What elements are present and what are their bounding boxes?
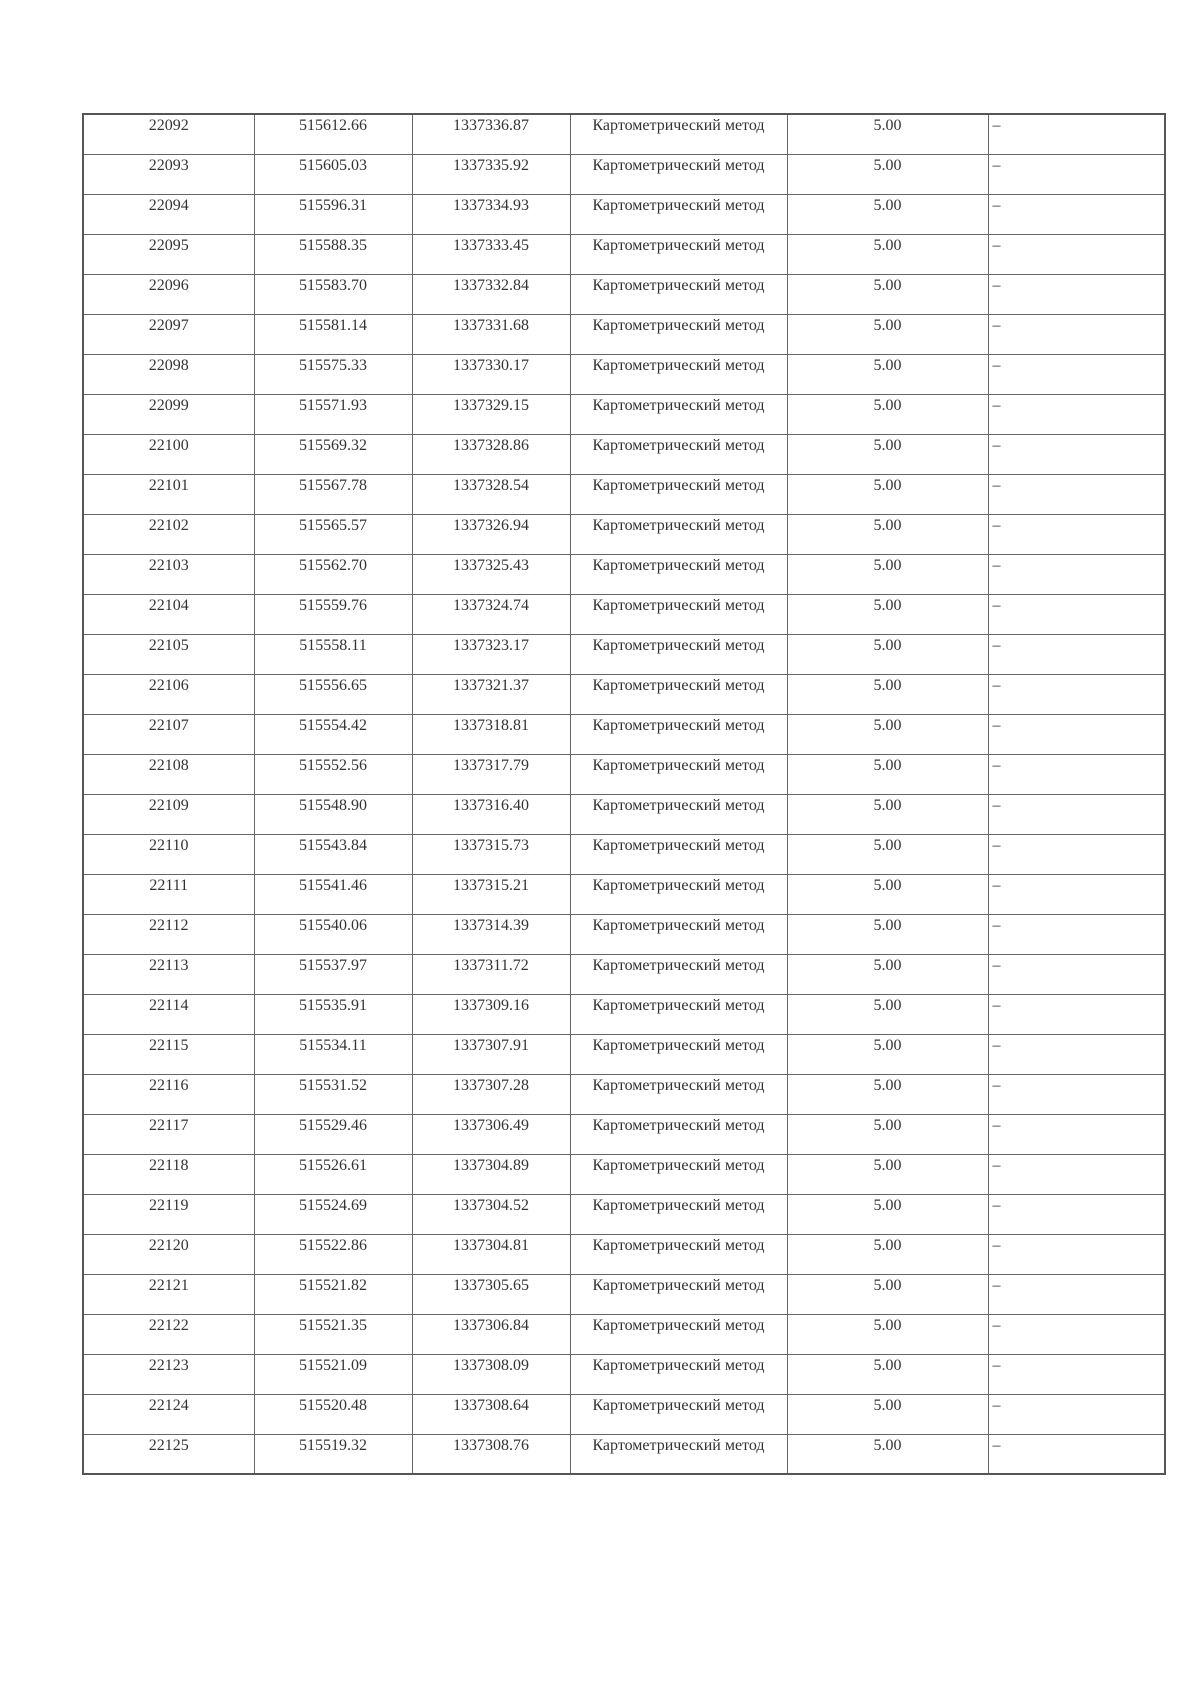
accuracy-cell: 5.00 [787, 1114, 988, 1154]
x-coordinate-cell: 515548.90 [254, 794, 412, 834]
accuracy-cell: 5.00 [787, 234, 988, 274]
x-coordinate-cell: 515531.52 [254, 1074, 412, 1114]
method-cell: Картометрический метод [570, 1274, 787, 1314]
x-coordinate-cell: 515521.35 [254, 1314, 412, 1354]
point-number-cell: 22118 [83, 1154, 254, 1194]
y-coordinate-cell: 1337330.17 [412, 354, 570, 394]
y-coordinate-cell: 1337323.17 [412, 634, 570, 674]
x-coordinate-cell: 515522.86 [254, 1234, 412, 1274]
table-row [83, 754, 1165, 794]
accuracy-cell: 5.00 [787, 434, 988, 474]
method-cell: Картометрический метод [570, 1434, 787, 1474]
note-cell: – [988, 1314, 1165, 1354]
accuracy-cell: 5.00 [787, 794, 988, 834]
y-coordinate-cell: 1337308.64 [412, 1394, 570, 1434]
table-row [83, 714, 1165, 754]
method-cell: Картометрический метод [570, 1234, 787, 1274]
method-cell: Картометрический метод [570, 154, 787, 194]
point-number-cell: 22110 [83, 834, 254, 874]
method-cell: Картометрический метод [570, 594, 787, 634]
note-cell: – [988, 634, 1165, 674]
method-cell: Картометрический метод [570, 514, 787, 554]
note-cell: – [988, 354, 1165, 394]
point-number-cell: 22116 [83, 1074, 254, 1114]
x-coordinate-cell: 515543.84 [254, 834, 412, 874]
method-cell: Картометрический метод [570, 554, 787, 594]
y-coordinate-cell: 1337304.81 [412, 1234, 570, 1274]
point-number-cell: 22121 [83, 1274, 254, 1314]
y-coordinate-cell: 1337315.73 [412, 834, 570, 874]
note-cell: – [988, 1274, 1165, 1314]
x-coordinate-cell: 515569.32 [254, 434, 412, 474]
y-coordinate-cell: 1337335.92 [412, 154, 570, 194]
y-coordinate-cell: 1337308.76 [412, 1434, 570, 1474]
accuracy-cell: 5.00 [787, 154, 988, 194]
note-cell: – [988, 114, 1165, 154]
x-coordinate-cell: 515526.61 [254, 1154, 412, 1194]
note-cell: – [988, 434, 1165, 474]
y-coordinate-cell: 1337324.74 [412, 594, 570, 634]
accuracy-cell: 5.00 [787, 1034, 988, 1074]
table-row [83, 1314, 1165, 1354]
method-cell: Картометрический метод [570, 1314, 787, 1354]
accuracy-cell: 5.00 [787, 874, 988, 914]
point-number-cell: 22115 [83, 1034, 254, 1074]
accuracy-cell: 5.00 [787, 834, 988, 874]
note-cell: – [988, 994, 1165, 1034]
method-cell: Картометрический метод [570, 834, 787, 874]
note-cell: – [988, 1354, 1165, 1394]
point-number-cell: 22093 [83, 154, 254, 194]
table-row [83, 434, 1165, 474]
table-row [83, 834, 1165, 874]
note-cell: – [988, 554, 1165, 594]
table-row [83, 1074, 1165, 1114]
method-cell: Картометрический метод [570, 874, 787, 914]
method-cell: Картометрический метод [570, 1394, 787, 1434]
table-row [83, 474, 1165, 514]
point-number-cell: 22114 [83, 994, 254, 1034]
x-coordinate-cell: 515612.66 [254, 114, 412, 154]
accuracy-cell: 5.00 [787, 1074, 988, 1114]
table-row [83, 234, 1165, 274]
point-number-cell: 22108 [83, 754, 254, 794]
accuracy-cell: 5.00 [787, 1274, 988, 1314]
method-cell: Картометрический метод [570, 354, 787, 394]
y-coordinate-cell: 1337318.81 [412, 714, 570, 754]
table-row [83, 394, 1165, 434]
point-number-cell: 22104 [83, 594, 254, 634]
accuracy-cell: 5.00 [787, 554, 988, 594]
method-cell: Картометрический метод [570, 914, 787, 954]
x-coordinate-cell: 515565.57 [254, 514, 412, 554]
method-cell: Картометрический метод [570, 794, 787, 834]
point-number-cell: 22096 [83, 274, 254, 314]
table-row [83, 194, 1165, 234]
y-coordinate-cell: 1337316.40 [412, 794, 570, 834]
method-cell: Картометрический метод [570, 314, 787, 354]
point-number-cell: 22109 [83, 794, 254, 834]
note-cell: – [988, 1154, 1165, 1194]
note-cell: – [988, 1394, 1165, 1434]
y-coordinate-cell: 1337331.68 [412, 314, 570, 354]
accuracy-cell: 5.00 [787, 914, 988, 954]
method-cell: Картометрический метод [570, 1194, 787, 1234]
point-number-cell: 22111 [83, 874, 254, 914]
y-coordinate-cell: 1337304.52 [412, 1194, 570, 1234]
accuracy-cell: 5.00 [787, 194, 988, 234]
y-coordinate-cell: 1337304.89 [412, 1154, 570, 1194]
x-coordinate-cell: 515559.76 [254, 594, 412, 634]
table-row [83, 114, 1165, 154]
x-coordinate-cell: 515541.46 [254, 874, 412, 914]
table-row [83, 274, 1165, 314]
note-cell: – [988, 1194, 1165, 1234]
point-number-cell: 22094 [83, 194, 254, 234]
y-coordinate-cell: 1337305.65 [412, 1274, 570, 1314]
note-cell: – [988, 274, 1165, 314]
accuracy-cell: 5.00 [787, 714, 988, 754]
point-number-cell: 22106 [83, 674, 254, 714]
table-row [83, 514, 1165, 554]
table-row [83, 1034, 1165, 1074]
coordinates-table-body [83, 114, 1165, 1474]
table-row [83, 634, 1165, 674]
x-coordinate-cell: 515521.09 [254, 1354, 412, 1394]
method-cell: Картометрический метод [570, 714, 787, 754]
x-coordinate-cell: 515562.70 [254, 554, 412, 594]
note-cell: – [988, 474, 1165, 514]
point-number-cell: 22100 [83, 434, 254, 474]
x-coordinate-cell: 515540.06 [254, 914, 412, 954]
note-cell: – [988, 834, 1165, 874]
point-number-cell: 22092 [83, 114, 254, 154]
y-coordinate-cell: 1337314.39 [412, 914, 570, 954]
note-cell: – [988, 234, 1165, 274]
y-coordinate-cell: 1337328.54 [412, 474, 570, 514]
point-number-cell: 22117 [83, 1114, 254, 1154]
method-cell: Картометрический метод [570, 194, 787, 234]
method-cell: Картометрический метод [570, 114, 787, 154]
method-cell: Картометрический метод [570, 1154, 787, 1194]
note-cell: – [988, 1434, 1165, 1474]
table-row [83, 794, 1165, 834]
x-coordinate-cell: 515521.82 [254, 1274, 412, 1314]
note-cell: – [988, 1234, 1165, 1274]
point-number-cell: 22123 [83, 1354, 254, 1394]
note-cell: – [988, 874, 1165, 914]
point-number-cell: 22122 [83, 1314, 254, 1354]
table-row [83, 1194, 1165, 1234]
accuracy-cell: 5.00 [787, 1394, 988, 1434]
point-number-cell: 22103 [83, 554, 254, 594]
x-coordinate-cell: 515567.78 [254, 474, 412, 514]
note-cell: – [988, 794, 1165, 834]
table-row [83, 154, 1165, 194]
coordinates-table [82, 113, 1166, 1475]
method-cell: Картометрический метод [570, 1074, 787, 1114]
method-cell: Картометрический метод [570, 1114, 787, 1154]
method-cell: Картометрический метод [570, 634, 787, 674]
method-cell: Картометрический метод [570, 474, 787, 514]
note-cell: – [988, 1034, 1165, 1074]
accuracy-cell: 5.00 [787, 1154, 988, 1194]
point-number-cell: 22101 [83, 474, 254, 514]
accuracy-cell: 5.00 [787, 674, 988, 714]
accuracy-cell: 5.00 [787, 994, 988, 1034]
x-coordinate-cell: 515605.03 [254, 154, 412, 194]
x-coordinate-cell: 515571.93 [254, 394, 412, 434]
table-row [83, 554, 1165, 594]
accuracy-cell: 5.00 [787, 754, 988, 794]
method-cell: Картометрический метод [570, 234, 787, 274]
accuracy-cell: 5.00 [787, 474, 988, 514]
y-coordinate-cell: 1337317.79 [412, 754, 570, 794]
y-coordinate-cell: 1337326.94 [412, 514, 570, 554]
x-coordinate-cell: 515524.69 [254, 1194, 412, 1234]
x-coordinate-cell: 515529.46 [254, 1114, 412, 1154]
accuracy-cell: 5.00 [787, 1314, 988, 1354]
note-cell: – [988, 1074, 1165, 1114]
y-coordinate-cell: 1337334.93 [412, 194, 570, 234]
y-coordinate-cell: 1337308.09 [412, 1354, 570, 1394]
method-cell: Картометрический метод [570, 674, 787, 714]
note-cell: – [988, 514, 1165, 554]
x-coordinate-cell: 515519.32 [254, 1434, 412, 1474]
table-row [83, 354, 1165, 394]
y-coordinate-cell: 1337332.84 [412, 274, 570, 314]
note-cell: – [988, 314, 1165, 354]
point-number-cell: 22105 [83, 634, 254, 674]
x-coordinate-cell: 515534.11 [254, 1034, 412, 1074]
y-coordinate-cell: 1337309.16 [412, 994, 570, 1034]
table-row [83, 314, 1165, 354]
x-coordinate-cell: 515520.48 [254, 1394, 412, 1434]
method-cell: Картометрический метод [570, 754, 787, 794]
table-row [83, 674, 1165, 714]
note-cell: – [988, 154, 1165, 194]
table-row [83, 994, 1165, 1034]
method-cell: Картометрический метод [570, 394, 787, 434]
y-coordinate-cell: 1337311.72 [412, 954, 570, 994]
accuracy-cell: 5.00 [787, 594, 988, 634]
table-row [83, 1394, 1165, 1434]
method-cell: Картометрический метод [570, 1354, 787, 1394]
table-row [83, 1154, 1165, 1194]
x-coordinate-cell: 515537.97 [254, 954, 412, 994]
document-page [82, 113, 1164, 1475]
note-cell: – [988, 594, 1165, 634]
table-row [83, 1234, 1165, 1274]
table-row [83, 1274, 1165, 1314]
table-row [83, 874, 1165, 914]
accuracy-cell: 5.00 [787, 954, 988, 994]
x-coordinate-cell: 515575.33 [254, 354, 412, 394]
accuracy-cell: 5.00 [787, 634, 988, 674]
accuracy-cell: 5.00 [787, 514, 988, 554]
point-number-cell: 22124 [83, 1394, 254, 1434]
accuracy-cell: 5.00 [787, 314, 988, 354]
point-number-cell: 22112 [83, 914, 254, 954]
method-cell: Картометрический метод [570, 994, 787, 1034]
y-coordinate-cell: 1337328.86 [412, 434, 570, 474]
point-number-cell: 22099 [83, 394, 254, 434]
note-cell: – [988, 954, 1165, 994]
y-coordinate-cell: 1337306.49 [412, 1114, 570, 1154]
point-number-cell: 22102 [83, 514, 254, 554]
x-coordinate-cell: 515583.70 [254, 274, 412, 314]
x-coordinate-cell: 515581.14 [254, 314, 412, 354]
y-coordinate-cell: 1337306.84 [412, 1314, 570, 1354]
y-coordinate-cell: 1337329.15 [412, 394, 570, 434]
accuracy-cell: 5.00 [787, 394, 988, 434]
y-coordinate-cell: 1337321.37 [412, 674, 570, 714]
table-row [83, 1354, 1165, 1394]
y-coordinate-cell: 1337307.28 [412, 1074, 570, 1114]
table-row [83, 914, 1165, 954]
y-coordinate-cell: 1337336.87 [412, 114, 570, 154]
accuracy-cell: 5.00 [787, 274, 988, 314]
point-number-cell: 22107 [83, 714, 254, 754]
accuracy-cell: 5.00 [787, 114, 988, 154]
table-row [83, 594, 1165, 634]
x-coordinate-cell: 515588.35 [254, 234, 412, 274]
point-number-cell: 22125 [83, 1434, 254, 1474]
point-number-cell: 22120 [83, 1234, 254, 1274]
accuracy-cell: 5.00 [787, 354, 988, 394]
accuracy-cell: 5.00 [787, 1194, 988, 1234]
point-number-cell: 22113 [83, 954, 254, 994]
x-coordinate-cell: 515552.56 [254, 754, 412, 794]
y-coordinate-cell: 1337307.91 [412, 1034, 570, 1074]
point-number-cell: 22119 [83, 1194, 254, 1234]
table-row [83, 954, 1165, 994]
x-coordinate-cell: 515535.91 [254, 994, 412, 1034]
note-cell: – [988, 1114, 1165, 1154]
y-coordinate-cell: 1337325.43 [412, 554, 570, 594]
y-coordinate-cell: 1337333.45 [412, 234, 570, 274]
note-cell: – [988, 754, 1165, 794]
method-cell: Картометрический метод [570, 954, 787, 994]
method-cell: Картометрический метод [570, 274, 787, 314]
accuracy-cell: 5.00 [787, 1354, 988, 1394]
point-number-cell: 22098 [83, 354, 254, 394]
x-coordinate-cell: 515558.11 [254, 634, 412, 674]
x-coordinate-cell: 515556.65 [254, 674, 412, 714]
point-number-cell: 22097 [83, 314, 254, 354]
note-cell: – [988, 674, 1165, 714]
method-cell: Картометрический метод [570, 434, 787, 474]
x-coordinate-cell: 515596.31 [254, 194, 412, 234]
note-cell: – [988, 394, 1165, 434]
x-coordinate-cell: 515554.42 [254, 714, 412, 754]
table-row [83, 1114, 1165, 1154]
method-cell: Картометрический метод [570, 1034, 787, 1074]
accuracy-cell: 5.00 [787, 1434, 988, 1474]
point-number-cell: 22095 [83, 234, 254, 274]
note-cell: – [988, 914, 1165, 954]
y-coordinate-cell: 1337315.21 [412, 874, 570, 914]
note-cell: – [988, 194, 1165, 234]
accuracy-cell: 5.00 [787, 1234, 988, 1274]
note-cell: – [988, 714, 1165, 754]
table-row [83, 1434, 1165, 1474]
